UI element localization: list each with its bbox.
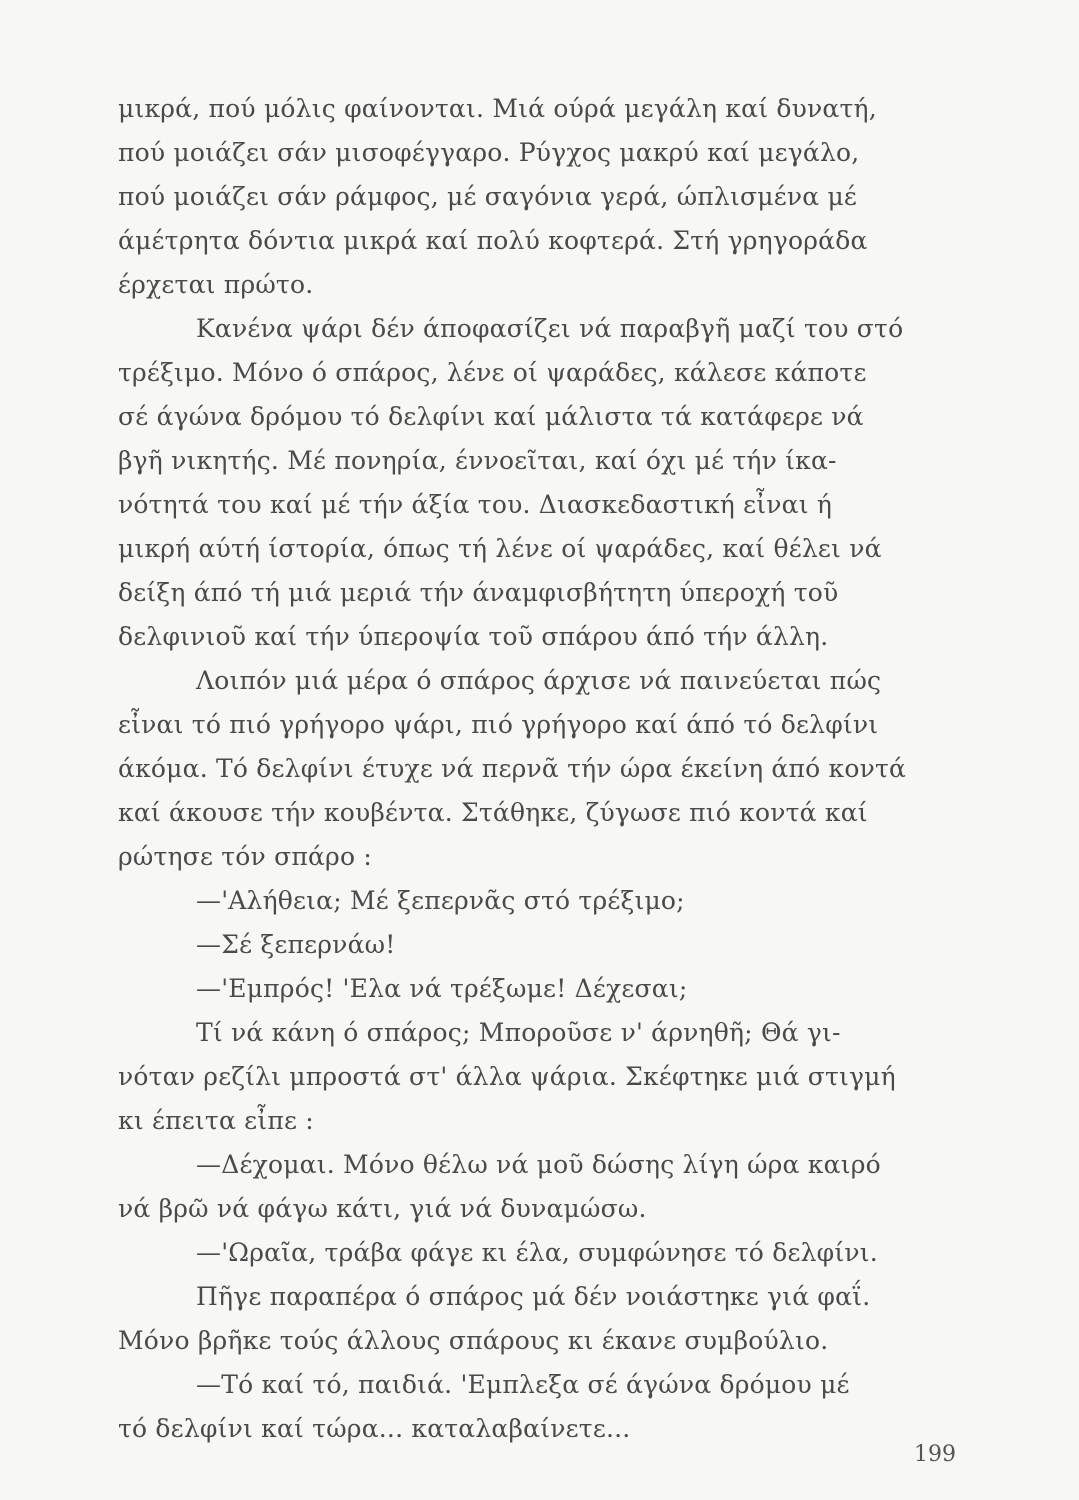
text-line: άκόμα. Τό δελφίνι έτυχε νά περνᾶ τήν ώρα έκείνη άπό κοντά <box>118 754 907 783</box>
text-line: βγῆ νικητής. Μέ πονηρία, έννοεῖται, καί όχι μέ τήν ίκα- <box>118 446 837 475</box>
text-line: νά βρῶ νά φάγω κάτι, γιά νά δυναμώσω. <box>118 1194 647 1223</box>
text-line: άμέτρητα δόντια μικρά καί πολύ κοφτερά. Στή γρηγοράδα <box>118 226 868 255</box>
text-line: δείξη άπό τή μιά μεριά τήν άναμφισβήτητη ύπεροχή τοῦ <box>118 578 839 607</box>
text-line: μικρά, πού μόλις φαίνονται. Μιά ούρά μεγάλη καί δυνατή, <box>118 94 877 123</box>
text-line: Λοιπόν μιά μέρα ό σπάρος άρχισε νά παινεύεται πώς <box>196 666 882 695</box>
dialogue-line: —Σέ ξεπερνάω! <box>196 930 396 959</box>
text-line: τρέξιμο. Μόνο ό σπάρος, λένε οί ψαράδες, κάλεσε κάποτε <box>118 358 867 387</box>
dialogue-line: —'Αλήθεια; Μέ ξεπερνᾶς στό τρέξιμο; <box>196 886 685 915</box>
text-line: τό δελφίνι καί τώρα... καταλαβαίνετε... <box>118 1414 631 1443</box>
text-line: Πῆγε παραπέρα ό σπάρος μά δέν νοιάστηκε γιά φαΐ. <box>196 1282 871 1311</box>
text-line: νόταν ρεζίλι μπροστά στ' άλλα ψάρια. Σκέφτηκε μιά στιγμή <box>118 1062 896 1091</box>
page-number: 199 <box>914 1442 956 1467</box>
text-line: πού μοιάζει σάν ράμφος, μέ σαγόνια γερά, ώπλισμένα μέ <box>118 182 858 211</box>
text-line: Κανένα ψάρι δέν άποφασίζει νά παραβγῆ μαζί του στό <box>196 314 904 343</box>
text-line: καί άκουσε τήν κουβέντα. Στάθηκε, ζύγωσε πιό κοντά καί <box>118 798 868 827</box>
dialogue-line: —'Εμπρός! 'Ελα νά τρέξωμε! Δέχεσαι; <box>196 974 688 1003</box>
dialogue-line: —'Ωραῖα, τράβα φάγε κι έλα, συμφώνησε τό δελφίνι. <box>196 1238 878 1267</box>
text-line: έρχεται πρώτο. <box>118 270 314 299</box>
text-line: πού μοιάζει σάν μισοφέγγαρο. Ρύγχος μακρύ καί μεγάλο, <box>118 138 860 167</box>
text-line: Τί νά κάνη ό σπάρος; Μποροῦσε ν' άρνηθῆ; Θά γι- <box>196 1018 841 1047</box>
dialogue-line: —Δέχομαι. Μόνο θέλω νά μοῦ δώσης λίγη ώρα καιρό <box>196 1150 881 1179</box>
text-line: μικρή αύτή ίστορία, όπως τή λένε οί ψαράδες, καί θέλει νά <box>118 534 882 563</box>
text-line: κι έπειτα εἶπε : <box>118 1106 314 1135</box>
text-line: εἶναι τό πιό γρήγορο ψάρι, πιό γρήγορο καί άπό τό δελφίνι <box>118 710 879 739</box>
text-line: ρώτησε τόν σπάρο : <box>118 842 372 871</box>
text-line: δελφινιοῦ καί τήν ύπεροψία τοῦ σπάρου άπό τήν άλλη. <box>118 622 829 651</box>
dialogue-line: —Τό καί τό, παιδιά. 'Εμπλεξα σέ άγώνα δρόμου μέ <box>196 1370 850 1399</box>
text-line: Μόνο βρῆκε τούς άλλους σπάρους κι έκανε συμβούλιο. <box>118 1326 829 1355</box>
text-line: νότητά του καί μέ τήν άξία του. Διασκεδαστική εἶναι ή <box>118 490 833 519</box>
text-line: σέ άγώνα δρόμου τό δελφίνι καί μάλιστα τά κατάφερε νά <box>118 402 864 431</box>
